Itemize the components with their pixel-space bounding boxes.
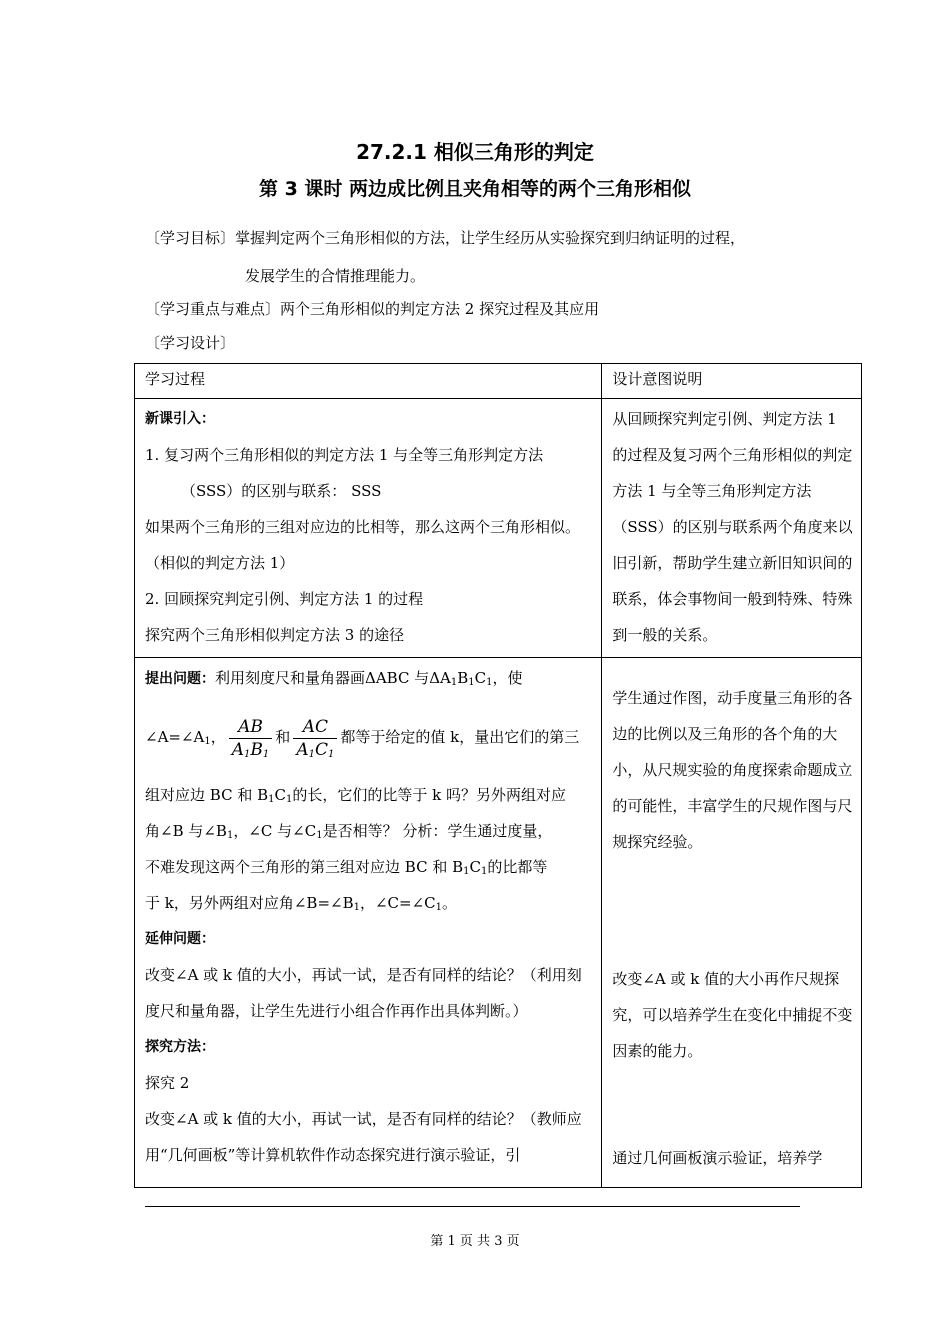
- problem-note-2: 改变∠A 或 k 值的大小再作尺规探究，可以培养学生在变化中捕捉不变因素的能力。: [612, 970, 853, 1060]
- design-label: 〔学习设计〕: [145, 334, 236, 352]
- problem-note-3: 通过几何画板演示验证，培养学: [612, 1149, 823, 1167]
- intro-item-1-cont: （SSS）的区别与联系： SSS: [181, 482, 382, 500]
- ratio-ac: $\frac{AC}{A_1C_1}$: [293, 716, 337, 761]
- intro-item-2: 2. 回顾探究判定引例、判定方法 1 的过程: [145, 590, 424, 608]
- table-row-problem: [135, 658, 862, 1188]
- explore-2-label: 探究 2: [145, 1074, 190, 1092]
- header-intent: 设计意图说明: [612, 370, 703, 388]
- intro-heading: 新课引入：: [145, 411, 215, 427]
- problem-note-1: 学生通过作图，动手度量三角形的各边的比例以及三角形的各个角的大小，从尺规实验的角度探索命题成立的可能性，丰富学生的尺规作图与尺规探究经验。: [612, 689, 853, 851]
- ratio-ab: $\frac{AB}{A_1B_1}$: [229, 716, 273, 761]
- explore-2-text: 改变∠A 或 k 值的大小，再试一试，是否有同样的结论？（教师应用“几何画板”等计算机软件作动态探究进行演示验证，引: [145, 1110, 582, 1164]
- lesson-table: [134, 363, 862, 1188]
- problem-line-1: 提出问题：利用刻度尺和量角器画ΔABC 与$\Delta A_1B_1C_1$，使: [145, 669, 523, 688]
- extension-heading: 延伸问题：: [145, 931, 215, 947]
- intro-item-3: 探究两个三角形相似判定方法 3 的途径: [145, 626, 405, 644]
- learning-objectives: 〔学习目标〕掌握判定两个三角形相似的方法，让学生经历从实验探究到归纳证明的过程，: [145, 229, 746, 247]
- problem-heading: 提出问题：: [145, 671, 215, 687]
- page-footer: 第 1 页 共 3 页: [430, 1234, 520, 1249]
- extension-text: 改变∠A 或 k 值的大小，再试一试，是否有同样的结论？（利用刻度尺和量角器，让学生先进行小组合作再作出具体判断。）: [145, 966, 582, 1020]
- learning-objectives-continued: 发展学生的合情推理能力。: [245, 267, 426, 285]
- method-heading: 探究方法：: [145, 1039, 215, 1055]
- key-points: 〔学习重点与难点〕两个三角形相似的判定方法 2 探究过程及其应用: [145, 300, 600, 318]
- table-header-row: [135, 364, 862, 399]
- page-subtitle: 第 3 课时 两边成比例且夹角相等的两个三角形相似: [258, 178, 692, 200]
- problem-line-5: 不难发现这两个三角形的第三组对应边 BC 和 $B_1C_1$的比都等: [145, 858, 548, 877]
- footer-divider: [145, 1206, 800, 1207]
- table-row-intro: [135, 399, 862, 658]
- intro-item-1: 1. 复习两个三角形相似的判定方法 1 与全等三角形判定方法: [145, 446, 544, 464]
- problem-line-3: 组对应边 BC 和 $B_1C_1$的长，它们的比等于 k 吗？另外两组对应: [145, 786, 566, 805]
- intro-item-1-text: 如果两个三角形的三组对应边的比相等，那么这两个三角形相似。（相似的判定方法 1）: [145, 518, 581, 572]
- intro-note: 从回顾探究判定引例、判定方法 1 的过程及复习两个三角形相似的判定方法 1 与全等三角形判定方法（SSS）的区别与联系两个角度来以旧引新，帮助学生建立新旧知识间的联系，体会事物间一般到特殊、特殊到一般的关系。: [612, 410, 853, 644]
- problem-line-6: 于 k，另外两组对应角$\angle B=\angle B_1$，$\angle C=\angle C_1$。: [145, 894, 458, 913]
- problem-line-2: $\angle A=\angle A_1$， $\frac{AB}{A_1B_1}$ 和 $\frac{AC}{A_1C_1}$ 都等于给定的值 k，量出它们的第三: [145, 716, 580, 760]
- page-title: 27.2.1 相似三角形的判定: [356, 140, 594, 164]
- header-process: 学习过程: [145, 370, 206, 388]
- problem-line-4: 角∠B 与$\angle B_1$，∠C 与$\angle C_1$是否相等？ 分析：学生通过度量，: [145, 822, 553, 841]
